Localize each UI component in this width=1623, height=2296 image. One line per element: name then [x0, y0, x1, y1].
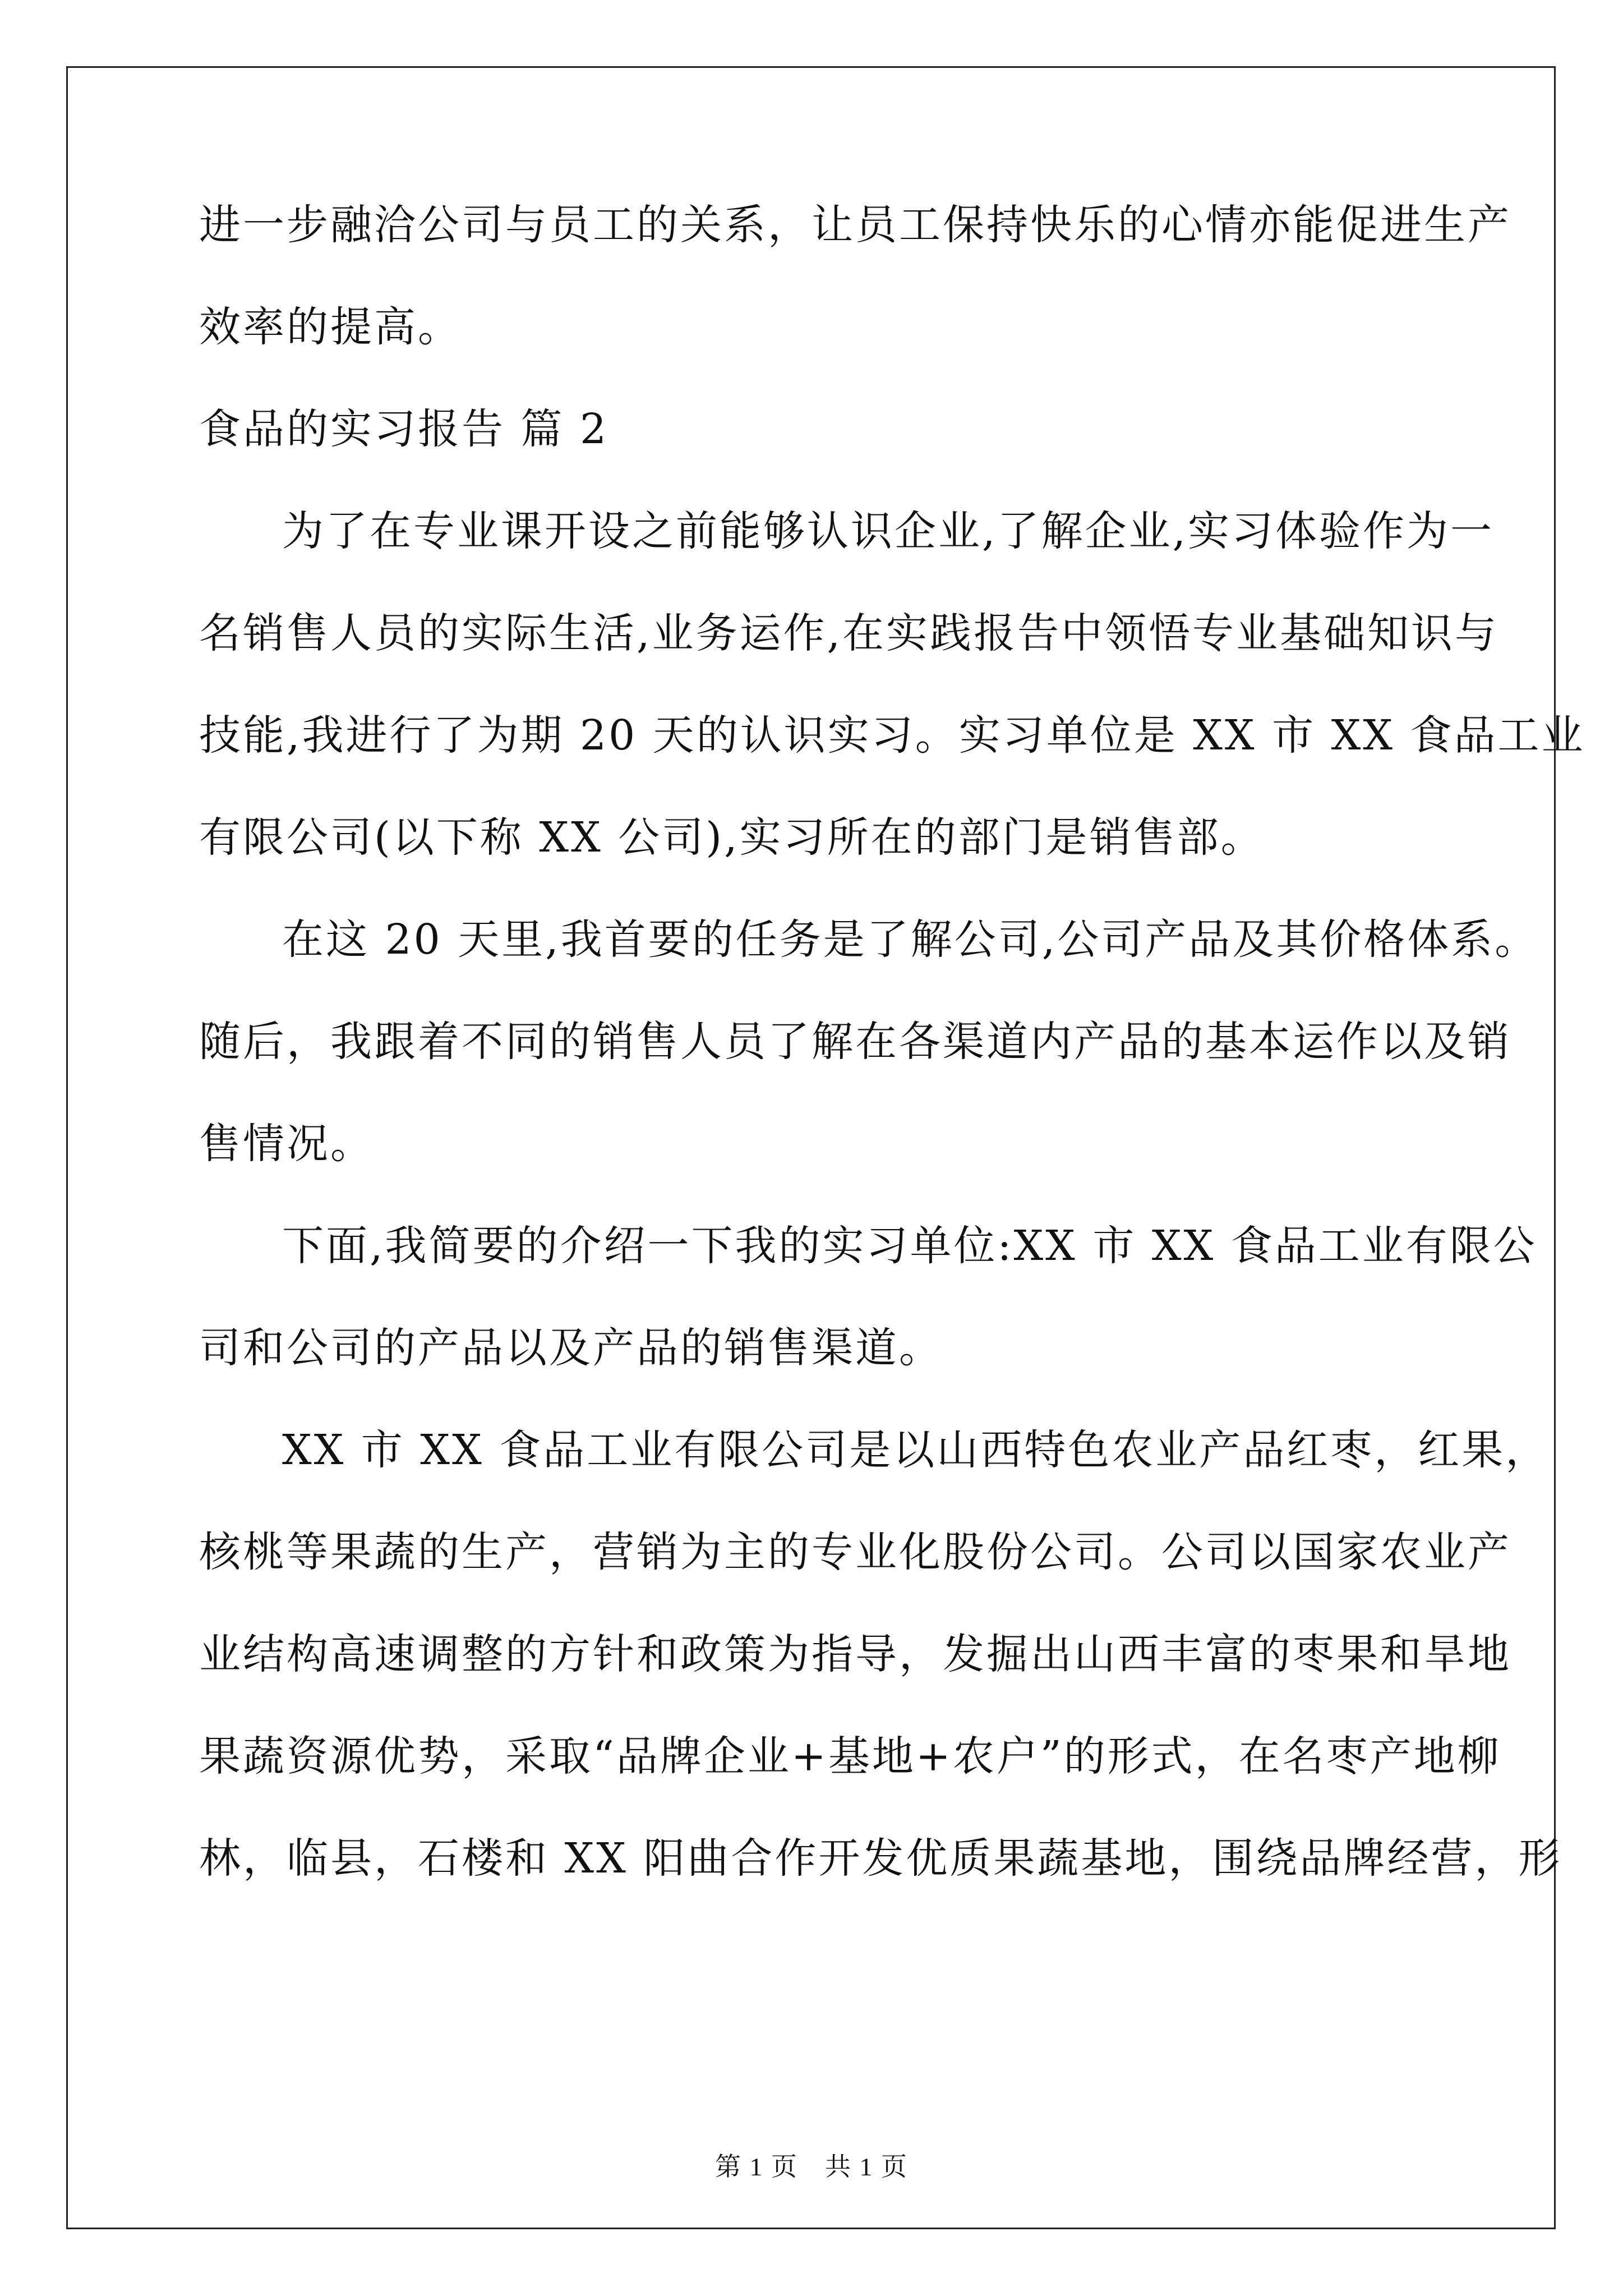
text-line: 效率的提高。 — [199, 303, 462, 351]
body-paragraph — [199, 1220, 1537, 1374]
body-paragraph — [199, 505, 1585, 863]
text-line: 有限公司(以下称 XX 公司),实习所在的部门是销售部。 — [199, 813, 1265, 862]
document-body — [199, 199, 1585, 1884]
text-line: XX 市 XX 食品工业有限公司是以山西特色农业产品红枣，红果， — [282, 1426, 1550, 1474]
text-line: 果蔬资源优势，采取“品牌企业+基地+农户”的形式，在名枣产地柳 — [199, 1732, 1501, 1780]
text-line: 业结构高速调整的方针和政策为指导，发掘出山西丰富的枣果和旱地 — [199, 1630, 1511, 1678]
text-line: 核桃等果蔬的生产，营销为主的专业化股份公司。公司以国家农业产 — [199, 1528, 1511, 1576]
text-line: 技能,我进行了为期 20 天的认识实习。实习单位是 XX 市 XX 食品工业 — [199, 711, 1585, 760]
text-line: 随后，我跟着不同的销售人员了解在各渠道内产品的基本运作以及销 — [199, 1018, 1511, 1066]
text-line: 售情况。 — [199, 1120, 374, 1168]
text-line: 下面,我简要的介绍一下我的实习单位:XX 市 XX 食品工业有限公 — [282, 1222, 1537, 1270]
text-line: 在这 20 天里,我首要的任务是了解公司,公司产品及其价格体系。 — [282, 915, 1539, 964]
text-line: 为了在专业课开设之前能够认识企业,了解企业,实习体验作为一 — [282, 507, 1495, 555]
continuation-paragraph — [199, 199, 1511, 353]
text-line: 进一步融洽公司与员工的关系，让员工保持快乐的心情亦能促进生产 — [199, 201, 1511, 249]
section-heading — [199, 403, 1424, 455]
page-number-footer: 第 1 页 共 1 页 — [715, 2152, 908, 2181]
text-line: 林，临县，石楼和 XX 阳曲合作开发优质果蔬基地，围绕品牌经营，形 — [199, 1834, 1562, 1883]
heading-text: 食品的实习报告 篇 2 — [199, 405, 609, 453]
body-paragraph — [199, 1424, 1562, 1884]
text-line: 司和公司的产品以及产品的销售渠道。 — [199, 1324, 943, 1372]
body-paragraph — [199, 914, 1539, 1170]
text-line: 名销售人员的实际生活,业务运作,在实践报告中领悟专业基础知识与 — [199, 609, 1499, 657]
